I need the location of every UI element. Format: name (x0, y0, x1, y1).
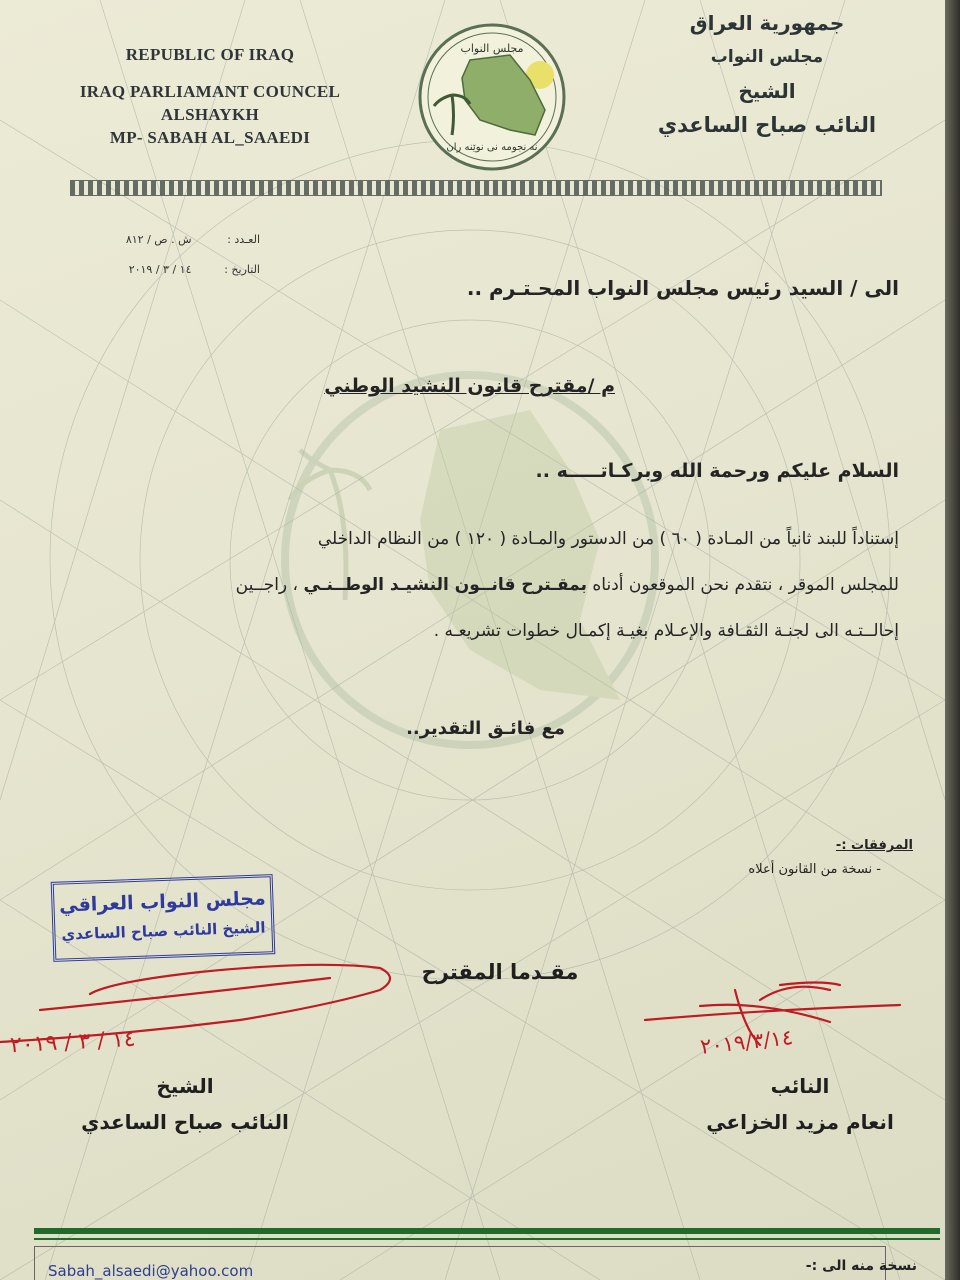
paragraph-line2 (29, 562, 899, 608)
paragraph-line3: إحالــتـه الى لجنـة الثقـافة والإعـلام بغيـة إكمـال خطوات تشريعـه . (433, 621, 899, 641)
footer-copy-label: نسخة منه الى :- (805, 1258, 917, 1274)
attachments-item: - نسخة من القانون أعلاه (748, 862, 881, 877)
official-stamp (51, 874, 276, 962)
letter-closing: مع فائـق التقدير.. (406, 718, 565, 739)
presenters-heading: مقـدما المقترح (421, 960, 579, 984)
reference-number-row (70, 225, 260, 255)
right-signatory (690, 1068, 910, 1140)
letter-paragraph (29, 516, 899, 654)
reference-date-label: التاريخ : (224, 263, 260, 276)
ar-header-line1: جمهورية العراق (689, 11, 845, 35)
logo-bottom-text: نه نجومه نى نوێنه ران (446, 142, 538, 153)
ar-header-line2: مجلس النواب (710, 47, 824, 67)
paragraph-line2-bold: بمقـترح قانــون النشيـد الوطــنـي (303, 575, 587, 595)
attachments-label: المرفقات :- (835, 838, 913, 853)
footer-rule-thin (34, 1238, 940, 1240)
footer-rule-thick (34, 1228, 940, 1234)
en-header-line4: MP- SABAH AL_SAAEDI (109, 128, 311, 147)
arabic-letterhead (637, 6, 897, 142)
paragraph-line2-end: ، راجــين (235, 575, 304, 595)
page-edge-shadow (945, 0, 960, 1280)
paragraph-line2-start: للمجلس الموقر ، نتقدم نحن الموقعون أدناه (586, 575, 899, 595)
footer-email: Sabah_alsaedi@yahoo.com (48, 1262, 254, 1280)
reference-number-label: العـدد : (227, 233, 260, 246)
right-signatory-name: انعام مزيد الخزاعي (706, 1110, 894, 1134)
ar-header-line3: الشيخ (738, 79, 796, 103)
stamp-line1: مجلس النواب العراقي (58, 887, 267, 917)
ar-header-line4: النائب صباح الساعدي (657, 113, 877, 137)
logo-top-text: مجلس النواب (460, 42, 524, 55)
left-signatory-title: الشيخ (156, 1074, 214, 1098)
en-header-line1: REPUBLIC OF IRAQ (125, 45, 295, 64)
paragraph-line1: إستناداً للبند ثانياً من المـادة ( ٦٠ ) من الدستور والمـادة ( ١٢٠ ) من النظام الداخلي (317, 529, 899, 549)
right-handwritten-date: ٢٠١٩/٣/١٤ (699, 1025, 795, 1059)
right-signatory-title: النائب (770, 1074, 830, 1098)
en-header-line2: IRAQ PARLIAMANT COUNCEL (79, 82, 341, 101)
english-letterhead (40, 44, 380, 150)
letter-greeting: السلام عليكم ورحمة الله وبركـاتـــــه .. (535, 460, 899, 482)
left-signatory-name: النائب صباح الساعدي (81, 1110, 289, 1134)
letter-addressee: الى / السيد رئيس مجلس النواب المحـتـرم .. (466, 276, 899, 300)
left-signatory (60, 1068, 310, 1140)
header-divider (70, 180, 882, 196)
left-handwritten-date: ١٤ / ٣ / ٢٠١٩ (9, 1026, 137, 1059)
stamp-line2: الشيخ النائب صباح الساعدي (61, 918, 266, 944)
en-header-line3: ALSHAYKH (160, 105, 260, 124)
reference-date-value: ١٤ / ٣ / ٢٠١٩ (128, 263, 192, 276)
letter-subject: م /مقترح قانون النشيد الوطني (324, 375, 615, 397)
reference-number-value: ش . ص / ٨١٢ (125, 233, 192, 246)
